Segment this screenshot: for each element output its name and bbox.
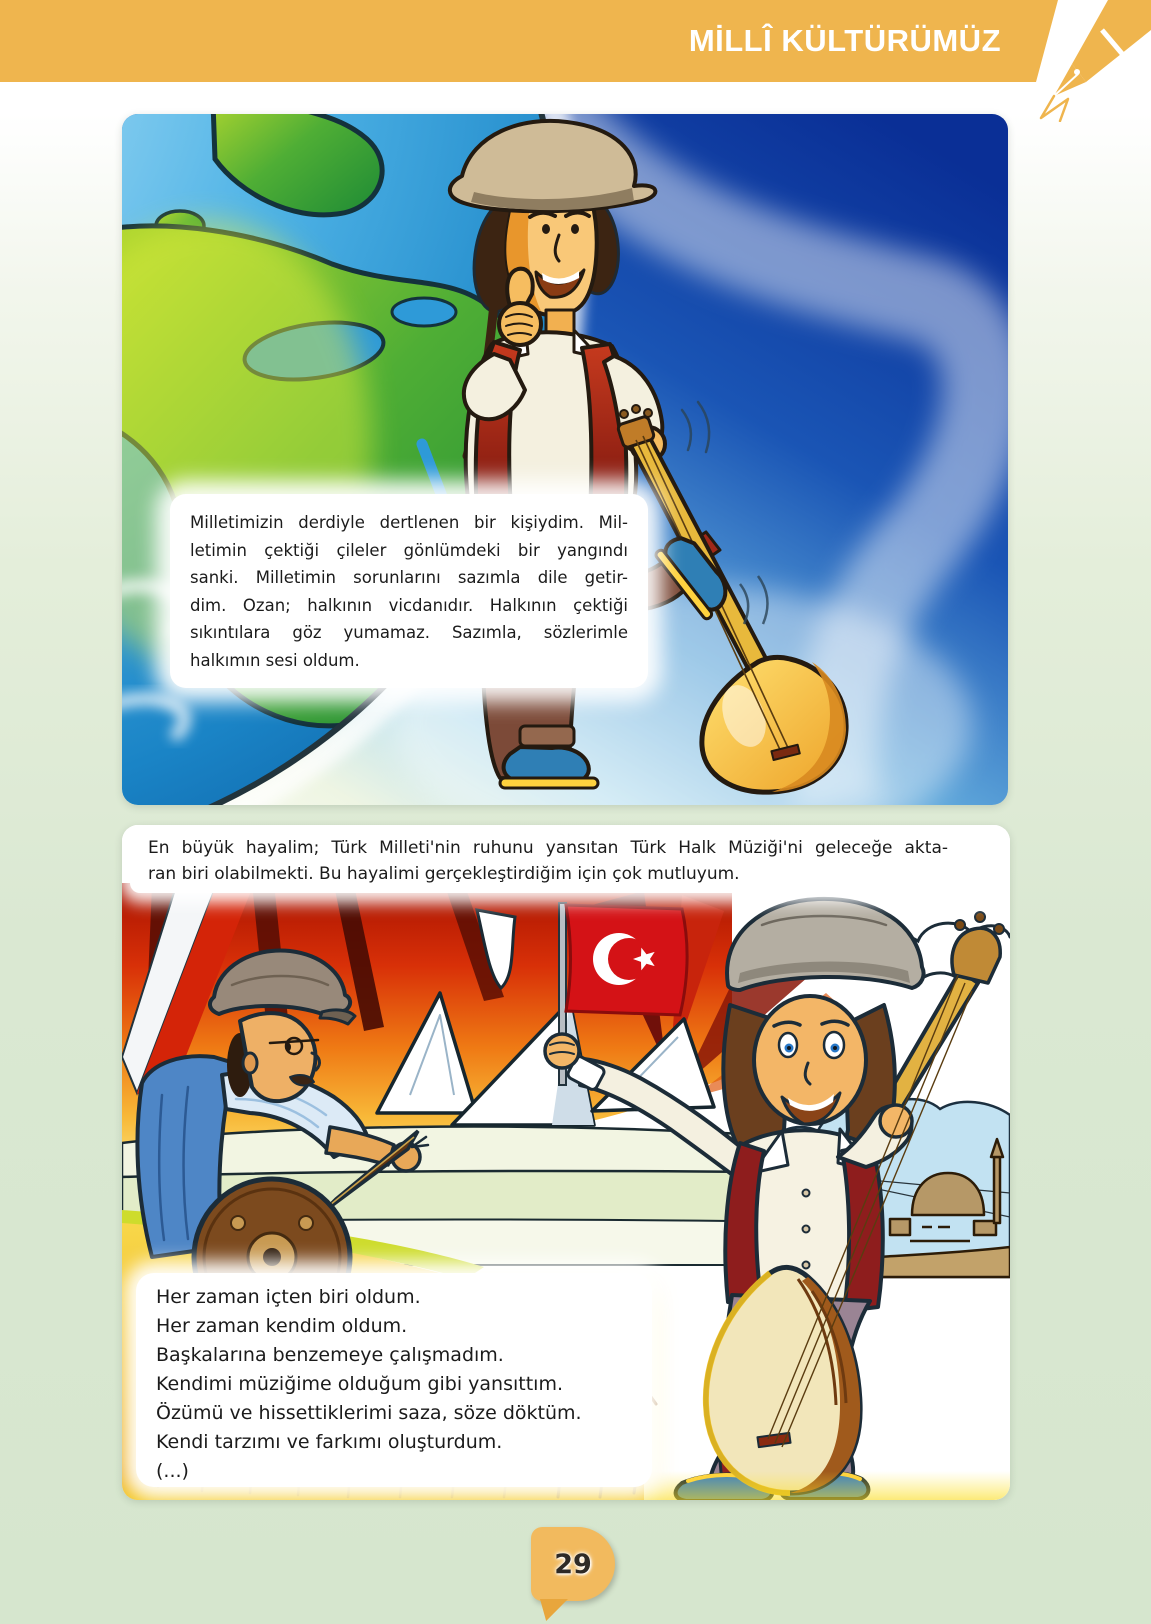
poem-line: Kendi tarzımı ve farkımı oluşturdum. [156,1431,503,1453]
poem-line: Başkalarına benzemeye çalışmadım. [156,1344,504,1366]
bubble-line: sanki. Milletimin sorunlarını sazımla dile getir- [190,568,628,587]
poem-line: Kendimi müziğime olduğum gibi yansıttım. [156,1373,563,1395]
poem-line: Her zaman içten biri oldum. [156,1286,421,1308]
page-number-badge [531,1527,615,1601]
page-title: MİLLÎ KÜLTÜRÜMÜZ [688,23,1001,58]
bubble-line: sıkıntılara göz yumamaz. Sazımla, sözlerimle [190,623,628,642]
poem-text-box [136,1273,652,1487]
poem-line: (...) [156,1460,189,1482]
intro-text [130,827,988,893]
page-number: 29 [554,1548,592,1580]
bubble-line: halkımın sesi oldum. [190,650,360,670]
speech-bubble [170,494,648,688]
ozan-globe-illustration [122,114,1008,805]
bubble-line: letimin çektiği çileler gönlümdeki bir yangındı [190,540,628,560]
comic-panel-ozan-globe [122,114,1008,805]
poem-line: Özümü ve hissettiklerimi saza, söze döktüm. [156,1402,582,1424]
bubble-line: dim. Ozan; halkının vicdanıdır. Halkının çektiği [190,595,628,615]
comic-panel-ozan-boy [122,825,1010,1500]
intro-line: En büyük hayalim; Türk Milleti'nin ruhunu yansıtan Türk Halk Müziği'ni geleceğe akta- [148,838,948,858]
intro-line: ran biri olabilmekti. Bu hayalimi gerçekleştirdiğim için çok mutluyum. [148,864,740,884]
bubble-line: Milletimizin derdiyle dertlenen bir kişiydim. Mil- [190,513,628,532]
pen-icon [1016,0,1151,122]
poem-line: Her zaman kendim oldum. [156,1315,408,1337]
page-number-badge-tail [540,1599,568,1621]
